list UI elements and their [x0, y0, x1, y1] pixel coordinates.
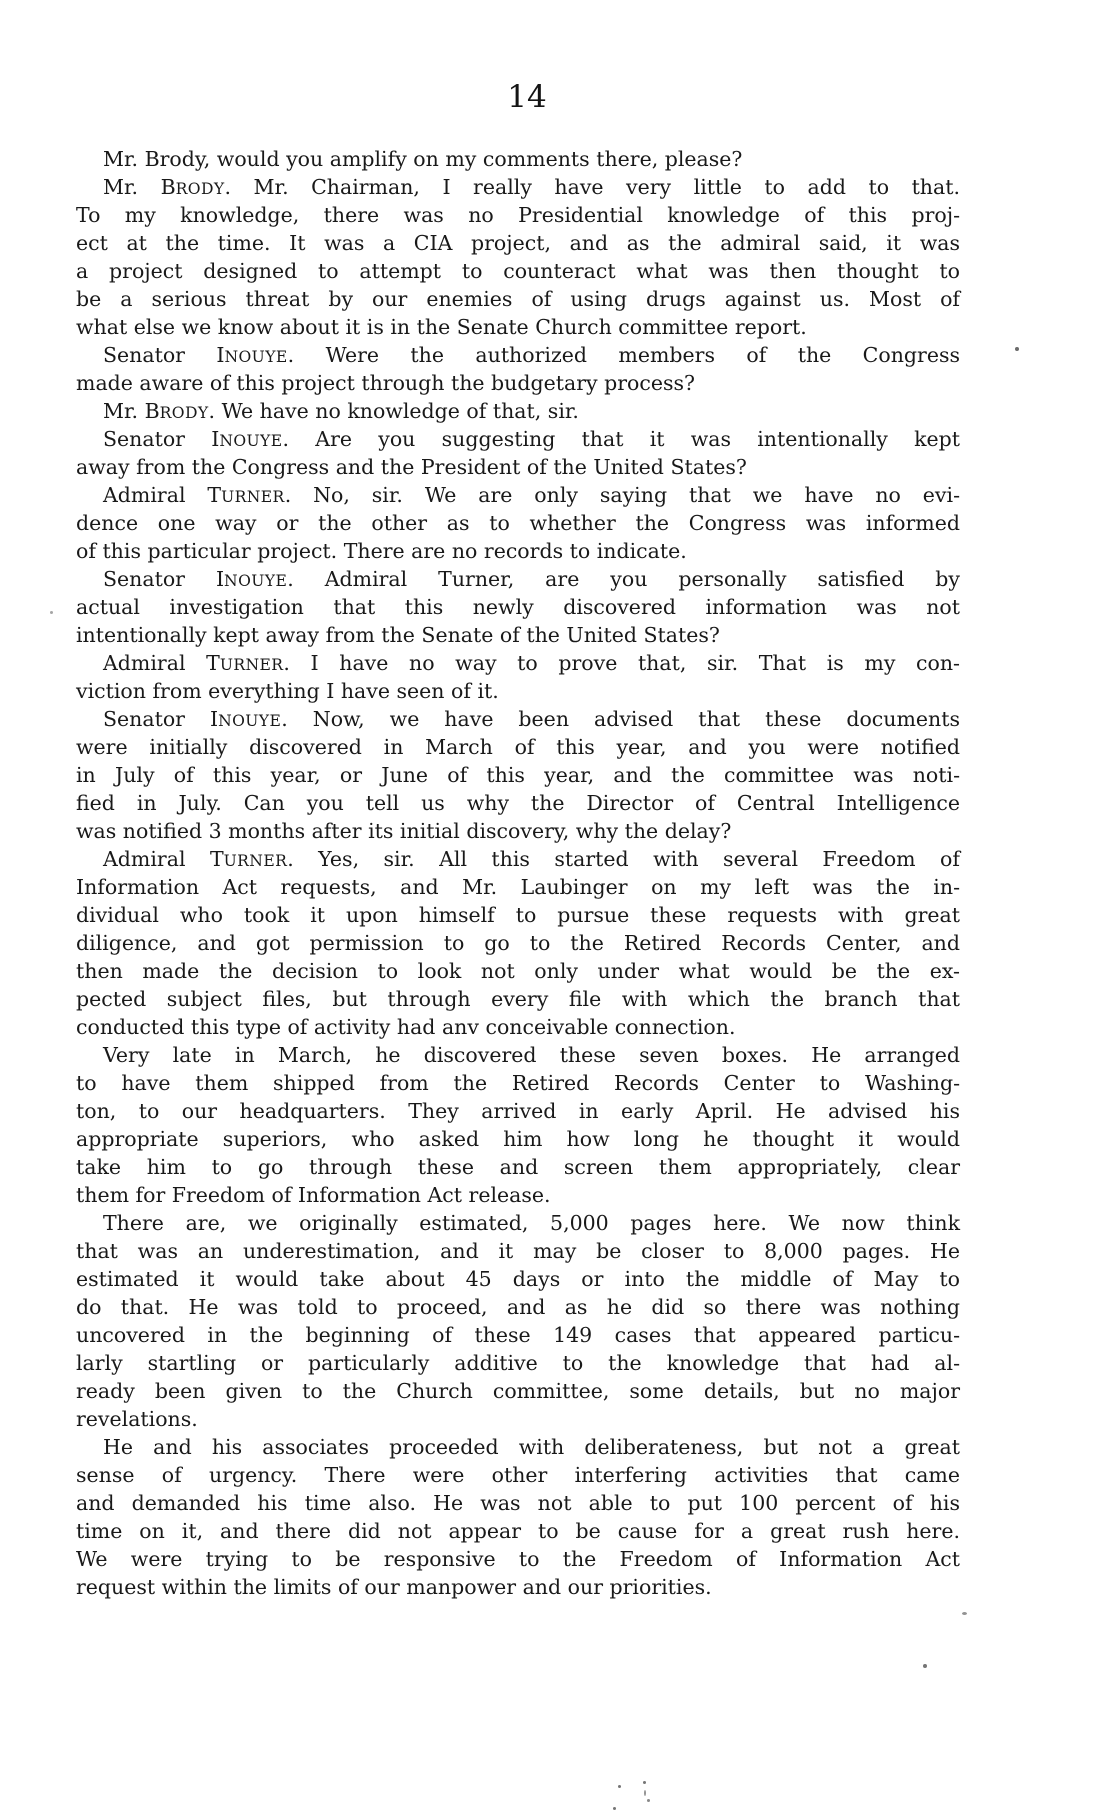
paragraph [76, 845, 960, 1041]
text-line: diligence, and got permission to go to the Retired Records Center, and [76, 931, 960, 955]
text-line: Senator INOUYE. Are you suggesting that it was intentionally kept [103, 427, 960, 451]
scan-speck [613, 1807, 616, 1810]
paragraph [76, 173, 960, 341]
text-line: larly startling or particularly additive to the knowledge that had al- [76, 1351, 960, 1375]
speaker-name: INOUYE [209, 707, 282, 731]
text-line: Mr. BRODY. Mr. Chairman, I really have very little to add to that. [103, 175, 960, 199]
text-line: appropriate superiors, who asked him how long he thought it would [76, 1127, 960, 1151]
text-line: ect at the time. It was a CIA project, and as the admiral said, it was [76, 231, 960, 255]
scan-speck [962, 1612, 967, 1615]
text-line: Mr. BRODY. We have no knowledge of that, sir. [103, 399, 579, 423]
text-line: do that. He was told to proceed, and as he did so there was nothing [76, 1295, 960, 1319]
paragraph [76, 649, 960, 705]
text-line: were initially discovered in March of this year, and you were notified [76, 735, 960, 759]
text-line: Very late in March, he discovered these seven boxes. He arranged [103, 1043, 960, 1067]
text-line: sense of urgency. There were other interfering activities that came [76, 1463, 960, 1487]
text-line: dividual who took it upon himself to pursue these requests with great [76, 903, 960, 927]
text-line: a project designed to attempt to counteract what was then thought to [76, 259, 960, 283]
text-line: time on it, and there did not appear to be cause for a great rush here. [76, 1519, 960, 1543]
scan-speck [618, 1785, 621, 1788]
paragraph [76, 425, 960, 481]
paragraph [76, 1433, 960, 1601]
text-line: be a serious threat by our enemies of using drugs against us. Most of [76, 287, 960, 311]
speaker-name: INOUYE [211, 427, 283, 451]
scan-speck [644, 1790, 646, 1796]
text-line: that was an underestimation, and it may be closer to 8,000 pages. He [76, 1239, 960, 1263]
text-line: To my knowledge, there was no Presidential knowledge of this proj- [76, 203, 960, 227]
text-line: conducted this type of activity had anv conceivable connection. [76, 1015, 736, 1039]
text-line: then made the decision to look not only under what would be the ex- [76, 959, 960, 983]
text-line: There are, we originally estimated, 5,000 pages here. We now think [103, 1211, 960, 1235]
page-body [76, 145, 960, 1601]
text-line: Admiral TURNER. I have no way to prove that, sir. That is my con- [103, 651, 960, 675]
speaker-name: INOUYE [215, 567, 288, 591]
text-line: of this particular project. There are no records to indicate. [76, 539, 687, 563]
text-line: intentionally kept away from the Senate of the United States? [76, 623, 720, 647]
text-line: made aware of this project through the budgetary process? [76, 371, 696, 395]
paragraph [76, 481, 960, 565]
scan-speck [643, 1781, 646, 1784]
text-line: dence one way or the other as to whether the Congress was informed [76, 511, 960, 535]
text-line: and demanded his time also. He was not able to put 100 percent of his [76, 1491, 960, 1515]
speaker-name: BRODY [160, 175, 225, 199]
text-line: away from the Congress and the President of the United States? [76, 455, 747, 479]
text-line: We were trying to be responsive to the Freedom of Information Act [76, 1547, 960, 1571]
paragraph [76, 145, 960, 173]
scan-speck [647, 1799, 650, 1802]
paragraph [76, 1209, 960, 1433]
paragraph [76, 565, 960, 649]
text-line: Admiral TURNER. No, sir. We are only saying that we have no evi- [103, 483, 960, 507]
speaker-name: TURNER [207, 483, 285, 507]
text-line: to have them shipped from the Retired Records Center to Washing- [76, 1071, 960, 1095]
paragraph [76, 397, 960, 425]
text-line: in July of this year, or June of this year, and the committee was noti- [76, 763, 960, 787]
text-line: uncovered in the beginning of these 149 cases that appeared particu- [76, 1323, 960, 1347]
text-line: viction from everything I have seen of it. [76, 679, 499, 703]
text-line: Information Act requests, and Mr. Laubinger on my left was the in- [76, 875, 960, 899]
text-line: ready been given to the Church committee, some details, but no major [76, 1379, 960, 1403]
text-line: Senator INOUYE. Were the authorized members of the Congress [103, 343, 960, 367]
text-line: Mr. Brody, would you amplify on my comments there, please? [103, 147, 743, 171]
speaker-name: BRODY [144, 399, 209, 423]
text-line: what else we know about it is in the Senate Church committee report. [76, 315, 807, 339]
text-line: take him to go through these and screen them appropriately, clear [76, 1155, 960, 1179]
text-line: Senator INOUYE. Admiral Turner, are you personally satisfied by [103, 567, 960, 591]
paragraph [76, 705, 960, 845]
text-line: pected subject files, but through every file with which the branch that [76, 987, 960, 1011]
text-line: He and his associates proceeded with deliberateness, but not a great [103, 1435, 960, 1459]
scan-speck [923, 1664, 927, 1668]
text-line: fied in July. Can you tell us why the Director of Central Intelligence [76, 791, 960, 815]
text-line: estimated it would take about 45 days or into the middle of May to [76, 1267, 960, 1291]
text-line: them for Freedom of Information Act release. [76, 1183, 551, 1207]
text-line: Senator INOUYE. Now, we have been advised that these documents [103, 707, 961, 731]
text-line: request within the limits of our manpower and our priorities. [76, 1575, 712, 1599]
scan-speck [1015, 347, 1019, 351]
text-line: was notified 3 months after its initial discovery, why the delay? [76, 819, 732, 843]
text-line: ton, to our headquarters. They arrived in early April. He advised his [76, 1099, 960, 1123]
page-number: 14 [507, 79, 547, 115]
scan-speck [50, 611, 53, 614]
text-line: actual investigation that this newly discovered information was not [76, 595, 960, 619]
text-line: revelations. [76, 1407, 198, 1431]
paragraph [76, 341, 960, 397]
speaker-name: TURNER [209, 847, 288, 871]
speaker-name: INOUYE [216, 343, 288, 367]
speaker-name: TURNER [206, 651, 284, 675]
paragraph [76, 1041, 960, 1209]
text-line: Admiral TURNER. Yes, sir. All this started with several Freedom of [103, 847, 960, 871]
